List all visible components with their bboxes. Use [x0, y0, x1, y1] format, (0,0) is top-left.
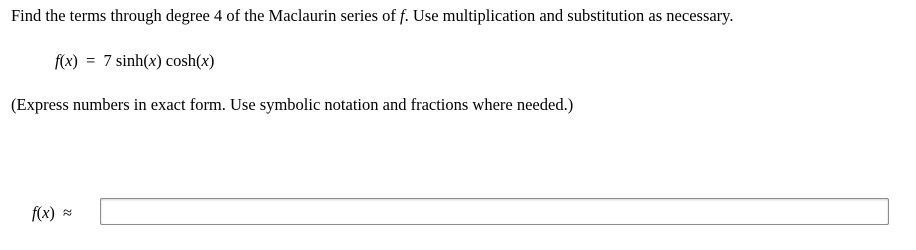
approx-symbol: ≈: [63, 203, 73, 222]
answer-label-x: x: [42, 203, 50, 222]
equation-rhs-x2: x: [201, 51, 209, 70]
question-text: [11, 6, 733, 26]
equation-lhs-x: x: [65, 51, 73, 70]
answer-label-f: f: [32, 203, 37, 222]
answer-label-close: ): [49, 203, 55, 222]
equation-rhs-prefix: 7 sinh(: [103, 51, 149, 70]
equation-equals: =: [86, 51, 96, 70]
equation-lhs-open: (: [59, 51, 66, 70]
equation-rhs-suffix: ): [208, 51, 215, 70]
equation-rhs-middle: ) cosh(: [156, 51, 202, 70]
answer-label-open: (: [36, 203, 43, 222]
equation-lhs-close: ): [72, 51, 78, 70]
question-text-after: . Use multiplication and substitution as necessary.: [404, 6, 734, 25]
equation-lhs-f: f: [55, 51, 60, 70]
equation-rhs-x1: x: [148, 51, 157, 70]
instructions-text: (Express numbers in exact form. Use symbolic notation and fractions where needed.): [11, 95, 574, 114]
answer-label: [32, 203, 72, 223]
question-text-before: Find the terms through degree 4 of the Maclaurin series of: [11, 6, 401, 25]
function-definition: [55, 51, 214, 71]
answer-input[interactable]: [100, 198, 889, 225]
function-symbol: f: [400, 6, 405, 25]
